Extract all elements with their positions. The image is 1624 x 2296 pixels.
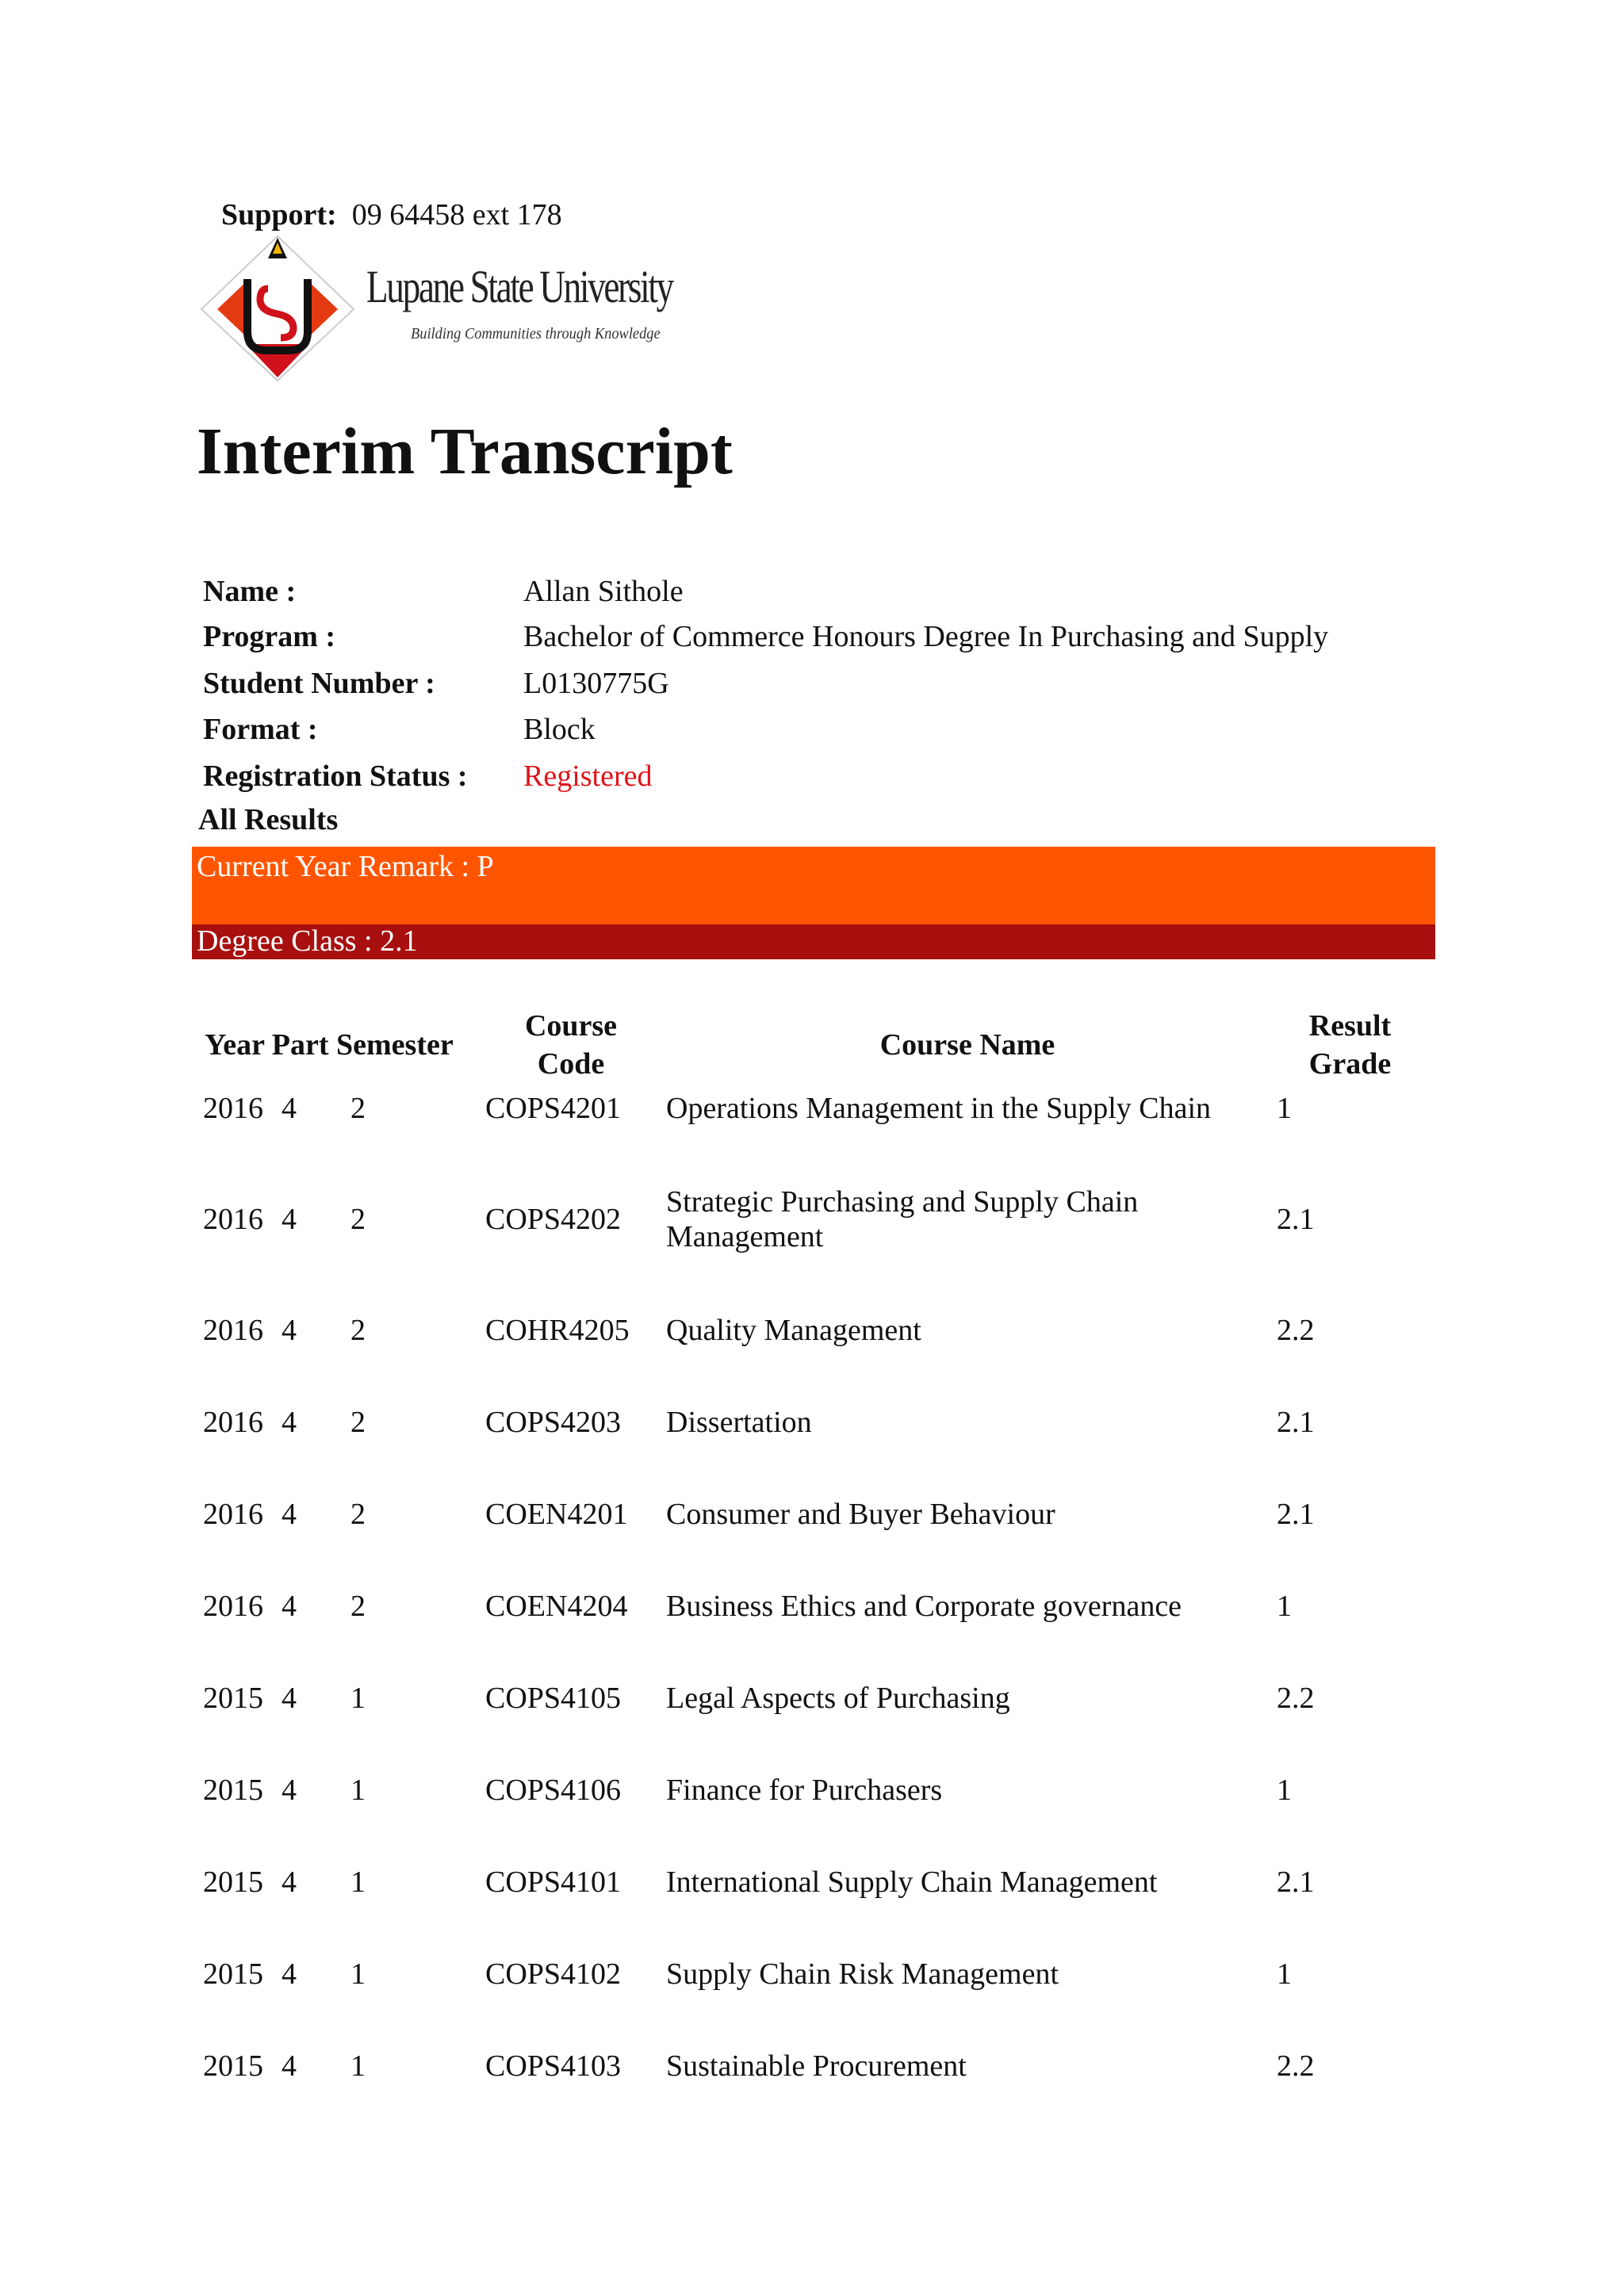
info-label: Program : (203, 620, 336, 653)
table-row (0, 1376, 1624, 1468)
table-row (0, 1928, 1624, 2020)
logo-tagline: Building Communities through Knowledge (411, 325, 661, 342)
table-row (0, 1652, 1624, 1744)
cell-semester: 2 (350, 1203, 366, 1236)
cell-part: 4 (282, 2049, 297, 2083)
university-logo (198, 232, 672, 382)
table-row (0, 1468, 1624, 1560)
cell-course-code: COPS4202 (485, 1203, 622, 1236)
cell-course-name: Business Ethics and Corporate governance (666, 1590, 1182, 1623)
logo-wordmark: Lupane State University (366, 261, 672, 312)
info-label: Format : (203, 713, 318, 746)
cell-part: 4 (282, 1092, 297, 1125)
table-row (0, 1062, 1624, 1154)
cell-year: 2016 (203, 1498, 263, 1531)
table-row (0, 2020, 1624, 2112)
info-value: Allan Sithole (523, 575, 684, 608)
cell-course-name: Dissertation (666, 1406, 812, 1439)
info-label: Name : (203, 575, 297, 608)
header-course-name: Course Name (879, 1028, 1055, 1062)
cell-course-name: Finance for Purchasers (666, 1774, 943, 1807)
cell-year: 2016 (203, 1314, 263, 1347)
table-row (0, 1836, 1624, 1928)
cell-year: 2016 (203, 1092, 263, 1125)
cell-course-code: COEN4204 (485, 1590, 628, 1623)
cell-semester: 1 (350, 2049, 366, 2083)
header-year-part-semester: Year Part Semester (205, 1028, 454, 1062)
cell-grade: 1 (1277, 1774, 1292, 1807)
cell-grade: 2.2 (1277, 1682, 1315, 1715)
cell-part: 4 (282, 1314, 297, 1347)
cell-part: 4 (282, 1774, 297, 1807)
cell-course-code: COEN4201 (485, 1498, 628, 1531)
cell-year: 2016 (203, 1406, 263, 1439)
all-results-heading: All Results (198, 803, 339, 836)
cell-semester: 1 (350, 1682, 366, 1715)
info-value: Bachelor of Commerce Honours Degree In Purchasing and Supply (523, 620, 1329, 653)
info-value: L0130775G (523, 667, 669, 700)
cell-semester: 2 (350, 1406, 366, 1439)
cell-semester: 2 (350, 1092, 366, 1125)
cell-grade: 2.1 (1277, 1498, 1315, 1531)
cell-course-name: Consumer and Buyer Behaviour (666, 1498, 1055, 1531)
cell-part: 4 (282, 1682, 297, 1715)
cell-year: 2016 (203, 1590, 263, 1623)
info-value: Block (523, 713, 596, 746)
info-label: Registration Status : (203, 760, 468, 793)
cell-course-name: Sustainable Procurement (666, 2049, 967, 2083)
cell-year: 2015 (203, 2049, 263, 2083)
cell-part: 4 (282, 1866, 297, 1899)
cell-course-name: International Supply Chain Management (666, 1866, 1158, 1899)
cell-grade: 1 (1277, 1092, 1292, 1125)
cell-course-code: COHR4205 (485, 1314, 630, 1347)
registration-status-value: Registered (523, 760, 653, 793)
cell-grade: 2.1 (1277, 1203, 1315, 1236)
cell-part: 4 (282, 1957, 297, 1991)
info-label: Student Number : (203, 667, 435, 700)
degree-class-bar (192, 924, 1435, 959)
degree-class: Degree Class : 2.1 (197, 924, 418, 958)
cell-semester: 2 (350, 1314, 366, 1347)
cell-grade: 2.1 (1277, 1406, 1315, 1439)
cell-course-code: COPS4106 (485, 1774, 622, 1807)
cell-grade: 2.2 (1277, 1314, 1315, 1347)
cell-course-code: COPS4203 (485, 1406, 622, 1439)
cell-course-name: Legal Aspects of Purchasing (666, 1682, 1010, 1715)
page-title: Interim Transcript (197, 415, 733, 488)
table-row (0, 1560, 1624, 1652)
university-emblem-icon (198, 232, 357, 382)
cell-part: 4 (282, 1498, 297, 1531)
current-year-remark: Current Year Remark : P (197, 850, 494, 883)
header-course-code-line2: Code (537, 1047, 605, 1081)
cell-year: 2015 (203, 1682, 263, 1715)
header-result-grade-line2: Grade (1308, 1047, 1392, 1081)
header-course-code-line1: Course (524, 1009, 618, 1043)
cell-course-name: Supply Chain Risk Management (666, 1957, 1059, 1991)
cell-year: 2016 (203, 1203, 263, 1236)
cell-semester: 1 (350, 1957, 366, 1991)
cell-course-name: Strategic Purchasing and Supply Chain Management (666, 1185, 1139, 1253)
cell-part: 4 (282, 1590, 297, 1623)
cell-part: 4 (282, 1406, 297, 1439)
cell-part: 4 (282, 1203, 297, 1236)
header-result-grade-line1: Result (1308, 1009, 1392, 1043)
cell-grade: 2.2 (1277, 2049, 1315, 2083)
table-row (0, 1173, 1624, 1265)
cell-year: 2015 (203, 1866, 263, 1899)
cell-grade: 2.1 (1277, 1866, 1315, 1899)
current-year-remark-bar (192, 847, 1435, 924)
cell-semester: 1 (350, 1774, 366, 1807)
cell-course-code: COPS4102 (485, 1957, 622, 1991)
table-row (0, 1284, 1624, 1376)
cell-course-code: COPS4201 (485, 1092, 622, 1125)
cell-course-name: Quality Management (666, 1314, 921, 1347)
cell-semester: 2 (350, 1498, 366, 1531)
cell-course-code: COPS4101 (485, 1866, 622, 1899)
table-row (0, 1744, 1624, 1836)
cell-year: 2015 (203, 1774, 263, 1807)
cell-course-code: COPS4103 (485, 2049, 622, 2083)
cell-course-name: Operations Management in the Supply Chain (666, 1092, 1212, 1125)
cell-course-code: COPS4105 (485, 1682, 622, 1715)
cell-grade: 1 (1277, 1590, 1292, 1623)
support-label: Support: (221, 198, 337, 232)
cell-year: 2015 (203, 1957, 263, 1991)
cell-grade: 1 (1277, 1957, 1292, 1991)
cell-semester: 2 (350, 1590, 366, 1623)
support-phone: 09 64458 ext 178 (351, 198, 562, 232)
cell-semester: 1 (350, 1866, 366, 1899)
